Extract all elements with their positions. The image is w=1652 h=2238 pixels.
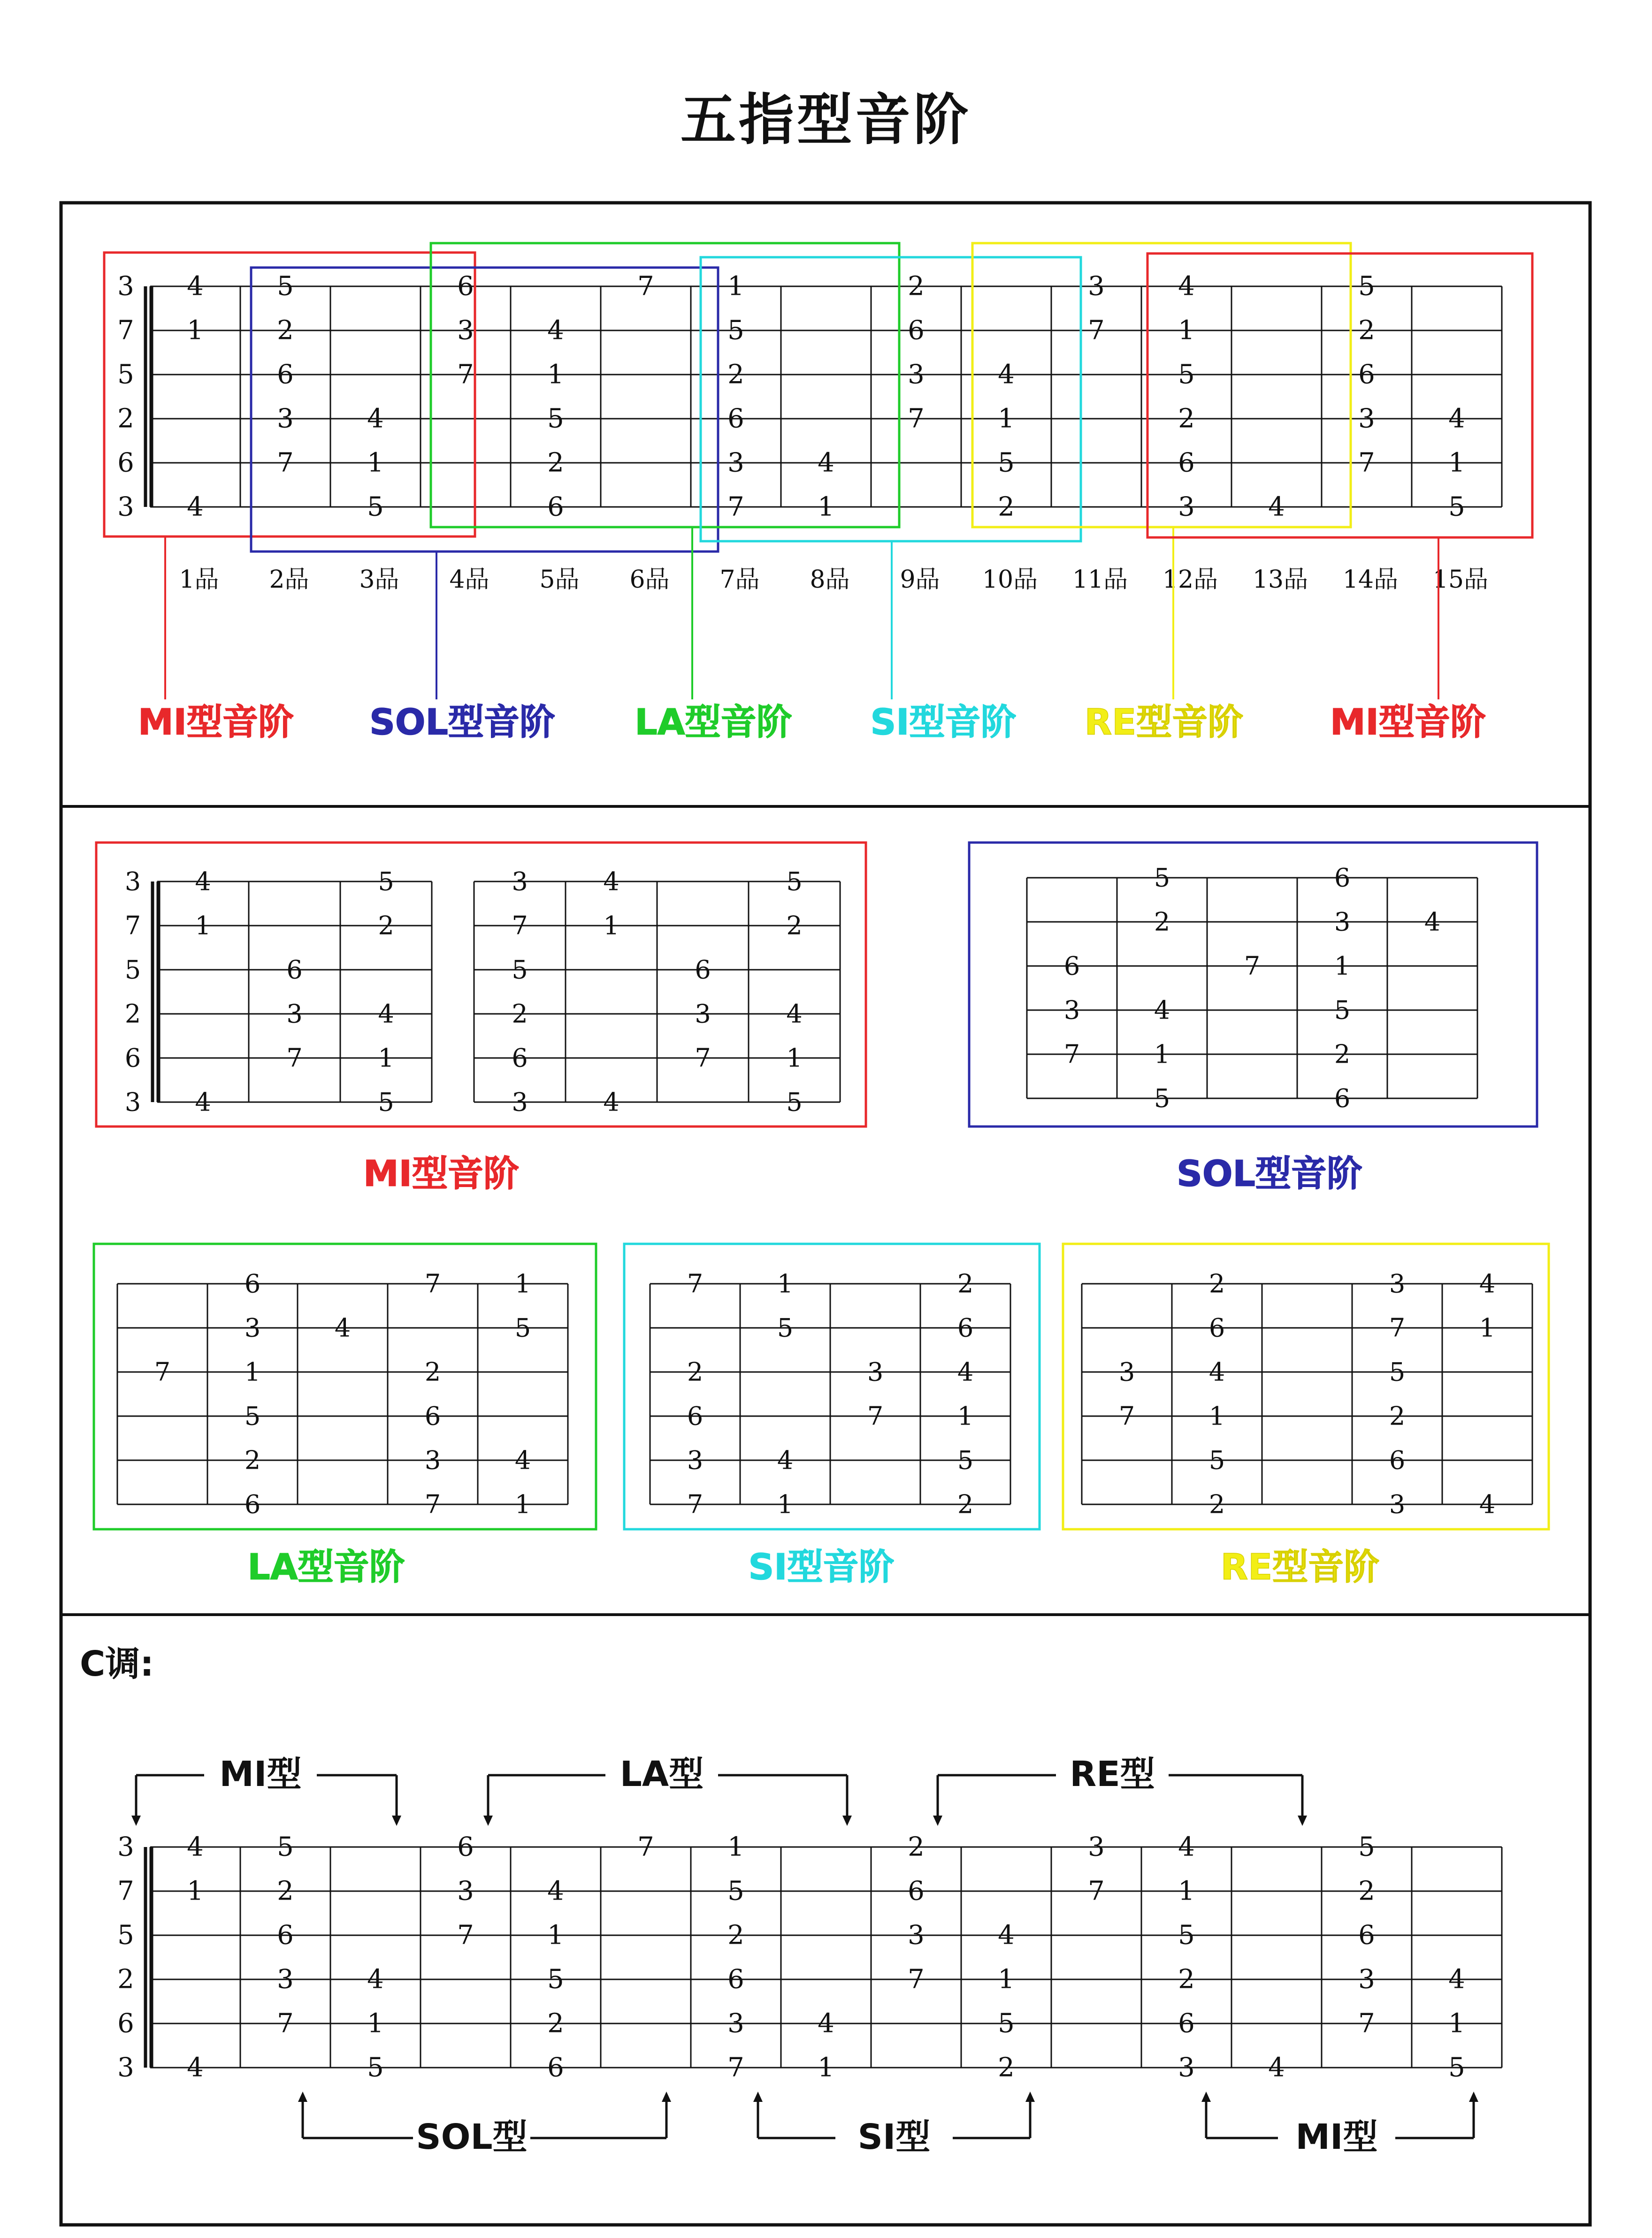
- note: 7: [457, 1920, 474, 1951]
- note: 2: [547, 2008, 564, 2039]
- bracket-arrow: [392, 1816, 401, 1826]
- note: 2: [687, 1357, 704, 1387]
- note: 3: [1118, 1357, 1135, 1387]
- note: 4: [786, 999, 803, 1029]
- string-label: 6: [124, 1043, 141, 1073]
- note: 5: [786, 866, 803, 897]
- note: 6: [1178, 447, 1195, 478]
- note: 3: [1088, 1832, 1105, 1862]
- note: 6: [1389, 1445, 1406, 1475]
- note: 2: [1358, 315, 1375, 346]
- note: 2: [277, 1876, 294, 1907]
- note: 7: [727, 2052, 744, 2083]
- note: 7: [867, 1401, 884, 1431]
- note: 3: [1178, 491, 1195, 522]
- note: 4: [367, 1964, 384, 1995]
- note: 4: [998, 1920, 1015, 1951]
- page-title: 五指型音阶: [680, 87, 971, 152]
- note: 1: [1479, 1313, 1496, 1343]
- note: 2: [1358, 1876, 1375, 1907]
- note: 3: [1088, 271, 1105, 302]
- note: 3: [727, 447, 744, 478]
- note: 3: [1358, 1964, 1375, 1995]
- note: 5: [1178, 359, 1195, 390]
- note: 7: [1063, 1039, 1080, 1069]
- note: 2: [1154, 907, 1170, 937]
- fret-number: 1品: [179, 566, 219, 594]
- note: 7: [424, 1269, 441, 1299]
- note: 2: [727, 359, 744, 390]
- note: 3: [457, 315, 474, 346]
- note: 1: [786, 1043, 803, 1073]
- note: 6: [457, 271, 474, 302]
- note: 2: [424, 1357, 441, 1387]
- note: 1: [1154, 1039, 1170, 1069]
- note: 3: [512, 866, 528, 897]
- note: 5: [512, 955, 528, 985]
- note: 6: [1358, 359, 1375, 390]
- bottom-bracket-label: MI型: [1295, 2117, 1378, 2157]
- note: 2: [998, 2052, 1015, 2083]
- note: 5: [277, 271, 294, 302]
- note: 5: [547, 403, 564, 434]
- fret-number: 8品: [810, 566, 850, 594]
- note: 4: [195, 1087, 211, 1117]
- note: 2: [277, 315, 294, 346]
- note: 5: [1389, 1357, 1406, 1387]
- fret-number: 9品: [900, 566, 940, 594]
- mi-grid-a: [125, 867, 432, 1117]
- re-panel-label: RE型音阶: [1220, 1546, 1380, 1588]
- note: 5: [547, 1964, 564, 1995]
- sol-panel-label: SOL型音阶: [1177, 1152, 1362, 1195]
- string-label: 7: [117, 315, 134, 346]
- main-fretboard: [117, 271, 1502, 522]
- fret-number: 6品: [629, 566, 670, 594]
- note: 3: [1389, 1489, 1406, 1519]
- mi-panel-label: MI型音阶: [363, 1152, 519, 1195]
- fret-number: 15品: [1432, 566, 1489, 594]
- shape-label-mi-left: MI型音阶: [138, 701, 294, 743]
- string-label: 5: [124, 955, 141, 985]
- string-label: 3: [117, 2052, 134, 2083]
- note: 4: [998, 359, 1015, 390]
- note: 1: [818, 2052, 834, 2083]
- note: 2: [244, 1445, 261, 1475]
- note: 7: [1389, 1313, 1406, 1343]
- note: 4: [818, 447, 834, 478]
- note: 4: [1268, 491, 1285, 522]
- note: 7: [687, 1489, 704, 1519]
- note: 5: [998, 2008, 1015, 2039]
- note: 6: [512, 1043, 528, 1073]
- fret-number: 10品: [982, 566, 1038, 594]
- note: 5: [378, 1087, 394, 1117]
- note: 7: [687, 1269, 704, 1299]
- note: 2: [1208, 1489, 1225, 1519]
- si-panel-box: [624, 1244, 1040, 1529]
- note: 4: [187, 1832, 204, 1862]
- note: 6: [908, 315, 925, 346]
- note: 5: [998, 447, 1015, 478]
- note: 4: [818, 2008, 834, 2039]
- note: 3: [1063, 995, 1080, 1025]
- note: 4: [378, 999, 394, 1029]
- note: 6: [286, 955, 303, 985]
- bottom-bracket-label: SI型: [857, 2117, 931, 2157]
- note: 1: [378, 1043, 394, 1073]
- fret-number: 14品: [1342, 566, 1399, 594]
- note: 1: [998, 1964, 1015, 1995]
- top-bracket-label: MI型: [219, 1754, 302, 1794]
- note: 6: [277, 359, 294, 390]
- note: 1: [187, 315, 204, 346]
- note: 2: [547, 447, 564, 478]
- note: 7: [286, 1043, 303, 1073]
- note: 2: [1389, 1401, 1406, 1431]
- note: 6: [1334, 1083, 1351, 1113]
- note: 5: [957, 1445, 974, 1475]
- note: 2: [1178, 1964, 1195, 1995]
- note: 4: [1154, 995, 1170, 1025]
- string-label: 3: [117, 491, 134, 522]
- shape-box-mi-right: [1147, 253, 1532, 537]
- bracket-arrow: [1201, 2092, 1211, 2102]
- note: 3: [908, 359, 925, 390]
- note: 4: [1479, 1489, 1496, 1519]
- fret-number: 12品: [1162, 566, 1218, 594]
- note: 4: [1448, 1964, 1465, 1995]
- note: 6: [1358, 1920, 1375, 1951]
- note: 1: [195, 911, 211, 941]
- bracket-arrow: [1298, 1816, 1307, 1826]
- string-label: 7: [124, 911, 141, 941]
- note: 2: [727, 1920, 744, 1951]
- note: 5: [727, 315, 744, 346]
- note: 7: [1088, 1876, 1105, 1907]
- note: 3: [908, 1920, 925, 1951]
- note: 2: [378, 911, 394, 941]
- note: 7: [1358, 447, 1375, 478]
- note: 6: [277, 1920, 294, 1951]
- note: 3: [277, 1964, 294, 1995]
- note: 4: [1178, 1832, 1195, 1862]
- note: 4: [187, 491, 204, 522]
- note: 7: [1118, 1401, 1135, 1431]
- note: 1: [998, 403, 1015, 434]
- fret-number: 5品: [539, 566, 580, 594]
- note: 5: [277, 1832, 294, 1862]
- note: 6: [1178, 2008, 1195, 2039]
- string-label: 5: [117, 1920, 134, 1951]
- note: 2: [1208, 1269, 1225, 1299]
- note: 4: [1424, 907, 1441, 937]
- bottom-bracket-label: SOL型: [416, 2117, 528, 2157]
- note: 2: [957, 1269, 974, 1299]
- note: 1: [818, 491, 834, 522]
- bracket-arrow: [753, 2092, 763, 2102]
- note: 4: [1479, 1269, 1496, 1299]
- shape-box-sol: [251, 268, 718, 552]
- fret-number: 7品: [719, 566, 760, 594]
- note: 7: [695, 1043, 711, 1073]
- note: 6: [1063, 951, 1080, 981]
- note: 6: [727, 403, 744, 434]
- note: 4: [334, 1313, 351, 1343]
- note: 1: [1334, 951, 1351, 981]
- note: 4: [367, 403, 384, 434]
- sol-grid: [1027, 863, 1477, 1113]
- note: 1: [514, 1269, 531, 1299]
- note: 7: [908, 403, 925, 434]
- note: 5: [1154, 1083, 1170, 1113]
- note: 3: [1334, 907, 1351, 937]
- note: 6: [957, 1313, 974, 1343]
- fret-number: 13品: [1252, 566, 1308, 594]
- note: 3: [277, 403, 294, 434]
- note: 7: [908, 1964, 925, 1995]
- string-label: 2: [117, 1964, 134, 1995]
- note: 4: [1268, 2052, 1285, 2083]
- note: 7: [277, 2008, 294, 2039]
- note: 1: [1448, 447, 1465, 478]
- note: 6: [457, 1832, 474, 1862]
- note: 2: [786, 911, 803, 941]
- note: 1: [957, 1401, 974, 1431]
- la-grid: [117, 1269, 568, 1519]
- note: 4: [514, 1445, 531, 1475]
- note: 5: [727, 1876, 744, 1907]
- note: 7: [512, 911, 528, 941]
- note: 7: [457, 359, 474, 390]
- note: 6: [695, 955, 711, 985]
- string-label: 3: [117, 271, 134, 302]
- note: 4: [547, 1876, 564, 1907]
- note: 3: [1389, 1269, 1406, 1299]
- string-label: 5: [117, 359, 134, 390]
- note: 5: [1448, 491, 1465, 522]
- note: 4: [1208, 1357, 1225, 1387]
- note: 4: [1178, 271, 1195, 302]
- re-grid: [1082, 1269, 1532, 1519]
- note: 5: [367, 491, 384, 522]
- fret-number: 2品: [269, 566, 309, 594]
- note: 7: [1088, 315, 1105, 346]
- string-label: 3: [124, 1087, 141, 1117]
- mi-panel-box: [96, 843, 866, 1127]
- note: 1: [727, 271, 744, 302]
- note: 4: [187, 2052, 204, 2083]
- note: 3: [867, 1357, 884, 1387]
- note: 2: [908, 1832, 925, 1862]
- note: 3: [457, 1876, 474, 1907]
- bracket-arrow: [131, 1816, 141, 1826]
- bracket-arrow: [662, 2092, 671, 2102]
- re-panel-box: [1063, 1244, 1549, 1529]
- note: 1: [547, 1920, 564, 1951]
- note: 2: [512, 999, 528, 1029]
- note: 7: [1358, 2008, 1375, 2039]
- note: 2: [908, 271, 925, 302]
- la-panel-label: LA型音阶: [247, 1546, 405, 1588]
- note: 5: [367, 2052, 384, 2083]
- note: 3: [244, 1313, 261, 1343]
- note: 4: [1448, 403, 1465, 434]
- note: 4: [957, 1357, 974, 1387]
- note: 1: [547, 359, 564, 390]
- bracket-arrow: [1469, 2092, 1478, 2102]
- key-label: C调:: [80, 1644, 154, 1684]
- note: 7: [424, 1489, 441, 1519]
- note: 4: [195, 866, 211, 897]
- note: 4: [547, 315, 564, 346]
- note: 2: [1334, 1039, 1351, 1069]
- note: 6: [1208, 1313, 1225, 1343]
- note: 6: [424, 1401, 441, 1431]
- note: 4: [603, 1087, 620, 1117]
- note: 5: [1178, 1920, 1195, 1951]
- mi-grid-b: [474, 867, 840, 1117]
- note: 5: [1334, 995, 1351, 1025]
- shape-label-la: LA型音阶: [635, 701, 792, 743]
- shape-label-mi-right: MI型音阶: [1330, 701, 1486, 743]
- note: 1: [1178, 1876, 1195, 1907]
- note: 5: [1448, 2052, 1465, 2083]
- note: 1: [727, 1832, 744, 1862]
- note: 1: [1208, 1401, 1225, 1431]
- fret-number: 11品: [1072, 566, 1128, 594]
- string-label: 6: [117, 447, 134, 478]
- note: 1: [514, 1489, 531, 1519]
- si-panel-label: SI型音阶: [748, 1546, 895, 1588]
- string-label: 2: [124, 999, 141, 1029]
- note: 1: [777, 1269, 794, 1299]
- shape-label-sol: SOL型音阶: [369, 701, 555, 743]
- note: 5: [1358, 271, 1375, 302]
- note: 7: [637, 271, 654, 302]
- shape-label-si: SI型音阶: [870, 701, 1017, 743]
- note: 1: [367, 2008, 384, 2039]
- si-grid: [650, 1269, 1010, 1519]
- note: 1: [603, 911, 620, 941]
- note: 5: [1154, 863, 1170, 893]
- note: 5: [1358, 1832, 1375, 1862]
- note: 1: [187, 1876, 204, 1907]
- note: 7: [154, 1357, 171, 1387]
- bracket-arrow: [1025, 2092, 1035, 2102]
- note: 7: [637, 1832, 654, 1862]
- string-label: 6: [117, 2008, 134, 2039]
- note: 5: [1208, 1445, 1225, 1475]
- note: 6: [687, 1401, 704, 1431]
- note: 3: [687, 1445, 704, 1475]
- fret-number: 4品: [449, 566, 489, 594]
- note: 2: [957, 1489, 974, 1519]
- bracket-arrow: [933, 1816, 942, 1826]
- string-label: 7: [117, 1876, 134, 1907]
- bracket-arrow: [483, 1816, 493, 1826]
- sol-panel-box: [969, 843, 1537, 1127]
- note: 3: [512, 1087, 528, 1117]
- note: 1: [1178, 315, 1195, 346]
- note: 5: [244, 1401, 261, 1431]
- note: 3: [1358, 403, 1375, 434]
- note: 5: [378, 866, 394, 897]
- note: 7: [277, 447, 294, 478]
- note: 3: [286, 999, 303, 1029]
- top-bracket-label: LA型: [620, 1754, 704, 1794]
- note: 1: [777, 1489, 794, 1519]
- note: 5: [786, 1087, 803, 1117]
- note: 1: [244, 1357, 261, 1387]
- note: 3: [695, 999, 711, 1029]
- note: 7: [727, 491, 744, 522]
- note: 4: [777, 1445, 794, 1475]
- note: 1: [367, 447, 384, 478]
- shape-label-re: RE型音阶: [1084, 701, 1244, 743]
- note: 2: [998, 491, 1015, 522]
- bracket-arrow: [842, 1816, 852, 1826]
- string-label: 3: [124, 866, 141, 897]
- note: 5: [777, 1313, 794, 1343]
- note: 6: [908, 1876, 925, 1907]
- note: 3: [1178, 2052, 1195, 2083]
- note: 7: [1244, 951, 1261, 981]
- note: 3: [727, 2008, 744, 2039]
- note: 6: [1334, 863, 1351, 893]
- note: 2: [1178, 403, 1195, 434]
- fret-number: 3品: [359, 566, 399, 594]
- note: 4: [603, 866, 620, 897]
- note: 3: [424, 1445, 441, 1475]
- top-bracket-label: RE型: [1070, 1754, 1155, 1794]
- note: 4: [187, 271, 204, 302]
- string-label: 3: [117, 1832, 134, 1862]
- shape-box-si: [701, 257, 1081, 541]
- note: 6: [244, 1269, 261, 1299]
- note: 6: [547, 491, 564, 522]
- note: 6: [547, 2052, 564, 2083]
- c-key-fretboard: [117, 1832, 1502, 2083]
- note: 6: [244, 1489, 261, 1519]
- string-label: 2: [117, 403, 134, 434]
- bracket-arrow: [298, 2092, 307, 2102]
- note: 5: [514, 1313, 531, 1343]
- note: 6: [727, 1964, 744, 1995]
- note: 1: [1448, 2008, 1465, 2039]
